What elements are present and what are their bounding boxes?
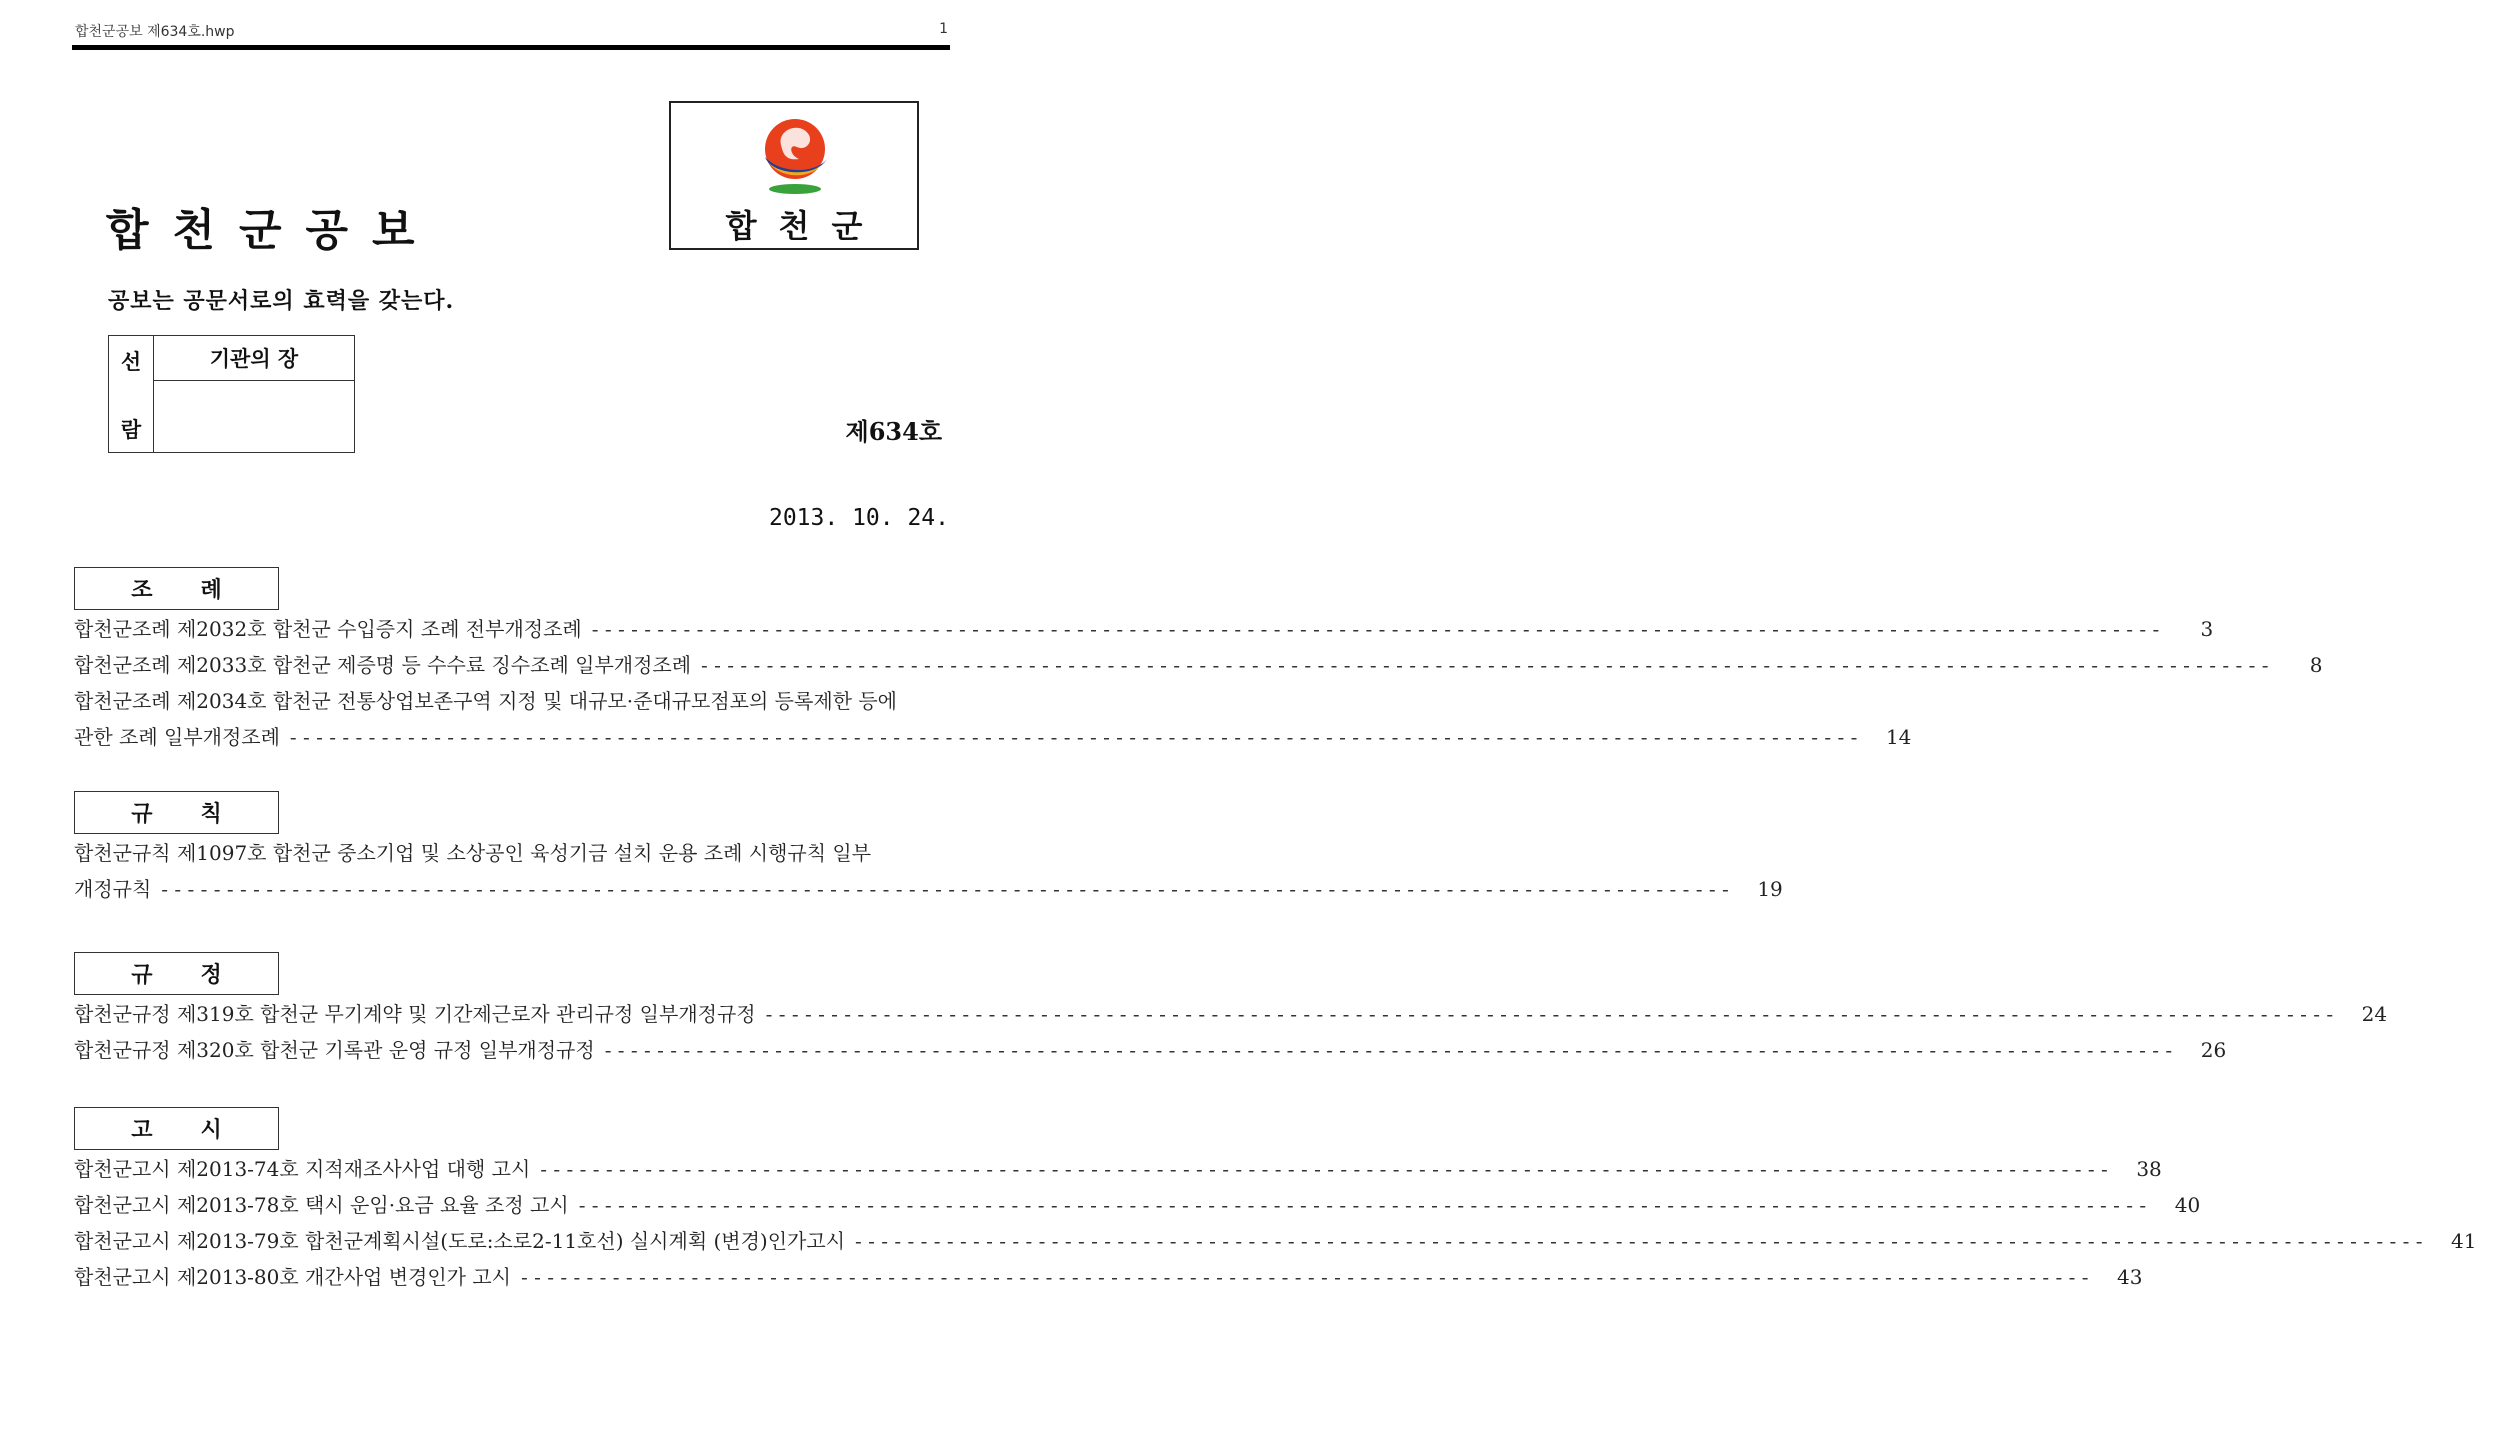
toc-entry-page: 14 (1885, 725, 1912, 749)
toc-entry[interactable] (74, 1187, 2201, 1223)
issue-number: 제634호 (845, 417, 942, 446)
toc-entry[interactable] (74, 1151, 2162, 1187)
toc-entry[interactable] (74, 1223, 2477, 1259)
section-title-rule: 규칙 (74, 791, 279, 834)
toc-entry-line1: 합천군규칙 제1097호 합천군 중소기업 및 소상공인 육성기금 설치 운용 조례 시행규칙 일부 (74, 841, 872, 865)
toc-entry-page: 26 (2200, 1038, 2227, 1062)
toc-entry-text: 합천군고시 제2013-79호 합천군계획시설(도로:소로2-11호선) 실시계획 (변경)인가고시 (74, 1229, 846, 1253)
toc-leader: - - - - - - - - - - - - - - - - - - - - - - - - - - - - - - - - - - - - - - - - - - - - - - - - - - - - - - - - - - - - - - - - - - - - - - - - - - - - - - - - - - - - - - - - - - - - - - - - - - - - - - - - - - - - - - - - - - - - - - - - (604, 1038, 2173, 1062)
toc-entry-text: 관한 조례 일부개정조례 (74, 725, 280, 749)
toc-entry[interactable] (74, 1032, 2227, 1068)
toc-leader: - - - - - - - - - - - - - - - - - - - - - - - - - - - - - - - - - - - - - - - - - - - - - - - - - - - - - - - - - - - - - - - - - - - - - - - - - - - - - - - - - - - - - - - - - - - - - - - - - - - - - - - - - - - - - - - - - - - - - - - - (540, 1157, 2108, 1181)
toc-entry[interactable] (74, 647, 2323, 683)
header-page-number: 1 (939, 21, 948, 37)
toc-entry-text: 합천군조례 제2032호 합천군 수입증지 조례 전부개정조례 (74, 617, 582, 641)
toc-entry[interactable] (74, 683, 1912, 755)
toc-entry-text: 합천군고시 제2013-78호 택시 운임·요금 요율 조정 고시 (74, 1193, 569, 1217)
section-title-ordinance: 조례 (74, 567, 279, 610)
toc-entry-page: 24 (2361, 1002, 2388, 1026)
approval-signature-cell (154, 381, 355, 453)
toc-entry-page: 40 (2174, 1193, 2201, 1217)
toc-leader: - - - - - - - - - - - - - - - - - - - - - - - - - - - - - - - - - - - - - - - - - - - - - - - - - - - - - - - - - - - - - - - - - - - - - - - - - - - - - - - - - - - - - - - - - - - - - - - - - - - - - - - - - - - - - - - - - - - - - - - - (855, 1229, 2423, 1253)
county-logo-box (669, 101, 919, 250)
toc-entry[interactable] (74, 835, 1783, 907)
logo-county-name: 합천군 (725, 207, 885, 245)
toc-entry-text: 합천군고시 제2013-74호 지적재조사사업 대행 고시 (74, 1157, 531, 1181)
toc-entry-page: 8 (2309, 653, 2323, 677)
toc-leader: - - - - - - - - - - - - - - - - - - - - - - - - - - - - - - - - - - - - - - - - - - - - - - - - - - - - - - - - - - - - - - - - - - - - - - - - - - - - - - - - - - - - - - - - - - - - - - - - - - - - - - - - - - - - - - - - - - - - - - - - (701, 653, 2269, 677)
approval-side-cell (109, 336, 154, 453)
toc-entry-line1: 합천군조례 제2034호 합천군 전통상업보존구역 지정 및 대규모·준대규모점포의 등록제한 등에 (74, 689, 897, 713)
toc-entry-page: 19 (1757, 877, 1783, 901)
toc-leader: - - - - - - - - - - - - - - - - - - - - - - - - - - - - - - - - - - - - - - - - - - - - - - - - - - - - - - - - - - - - - - - - - - - - - - - - - - - - - - - - - - - - - - - - - - - - - - - - - - - - - - - - - - - - - - - - - - - - - - - - (591, 617, 2160, 641)
toc-entry[interactable] (74, 611, 2214, 647)
toc-entry[interactable] (74, 1259, 2143, 1295)
toc-entry-text: 합천군규정 제320호 합천군 기록관 운영 규정 일부개정규정 (74, 1038, 595, 1062)
toc-entry-page: 38 (2136, 1157, 2162, 1181)
toc-entry-page: 43 (2117, 1265, 2143, 1289)
toc-entry-text: 합천군조례 제2033호 합천군 제증명 등 수수료 징수조례 일부개정조례 (74, 653, 692, 677)
approval-head-cell: 기관의 장 (154, 336, 355, 381)
issue-date: 2013. 10. 24. (768, 505, 949, 531)
toc-entry-page: 41 (2451, 1229, 2477, 1253)
toc-entry-text: 합천군규정 제319호 합천군 무기계약 및 기간제근로자 관리규정 일부개정규정 (74, 1002, 756, 1026)
section-title-regulation: 규정 (74, 952, 279, 995)
toc-leader: - - - - - - - - - - - - - - - - - - - - - - - - - - - - - - - - - - - - - - - - - - - - - - - - - - - - - - - - - - - - - - - - - - - - - - - - - - - - - - - - - - - - - - - - - - - - - - - - - - - - - - - - - - - - - - - - - - - - - - - - (289, 725, 1858, 749)
page-title: 합천군공보 (106, 205, 439, 256)
toc-entry-text: 합천군고시 제2013-80호 개간사업 변경인가 고시 (74, 1265, 511, 1289)
header-file-name: 합천군공보 제634호.hwp (75, 24, 235, 40)
approval-side-top: 선 (120, 349, 142, 374)
toc-leader: - - - - - - - - - - - - - - - - - - - - - - - - - - - - - - - - - - - - - - - - - - - - - - - - - - - - - - - - - - - - - - - - - - - - - - - - - - - - - - - - - - - - - - - - - - - - - - - - - - - - - - - - - - - - - - - - - - - - - - - - (765, 1002, 2334, 1026)
header-rule (72, 45, 950, 50)
toc-entry-page: 3 (2200, 617, 2214, 641)
page-subtitle: 공보는 공문서로의 효력을 갖는다. (108, 288, 455, 314)
toc-entry[interactable] (74, 996, 2388, 1032)
toc-leader: - - - - - - - - - - - - - - - - - - - - - - - - - - - - - - - - - - - - - - - - - - - - - - - - - - - - - - - - - - - - - - - - - - - - - - - - - - - - - - - - - - - - - - - - - - - - - - - - - - - - - - - - - - - - - - - - - - - - - - - - (520, 1265, 2089, 1289)
toc-leader: - - - - - - - - - - - - - - - - - - - - - - - - - - - - - - - - - - - - - - - - - - - - - - - - - - - - - - - - - - - - - - - - - - - - - - - - - - - - - - - - - - - - - - - - - - - - - - - - - - - - - - - - - - - - - - - - - - - - - - - - (578, 1193, 2147, 1217)
toc-leader: - - - - - - - - - - - - - - - - - - - - - - - - - - - - - - - - - - - - - - - - - - - - - - - - - - - - - - - - - - - - - - - - - - - - - - - - - - - - - - - - - - - - - - - - - - - - - - - - - - - - - - - - - - - - - - - - - - - - - - - - (161, 877, 1729, 901)
approval-side-bottom: 람 (120, 417, 142, 442)
toc-entry-text: 개정규칙 (74, 877, 152, 901)
section-title-notice: 고시 (74, 1107, 279, 1150)
approval-table (108, 335, 355, 453)
county-emblem-icon (755, 115, 835, 203)
